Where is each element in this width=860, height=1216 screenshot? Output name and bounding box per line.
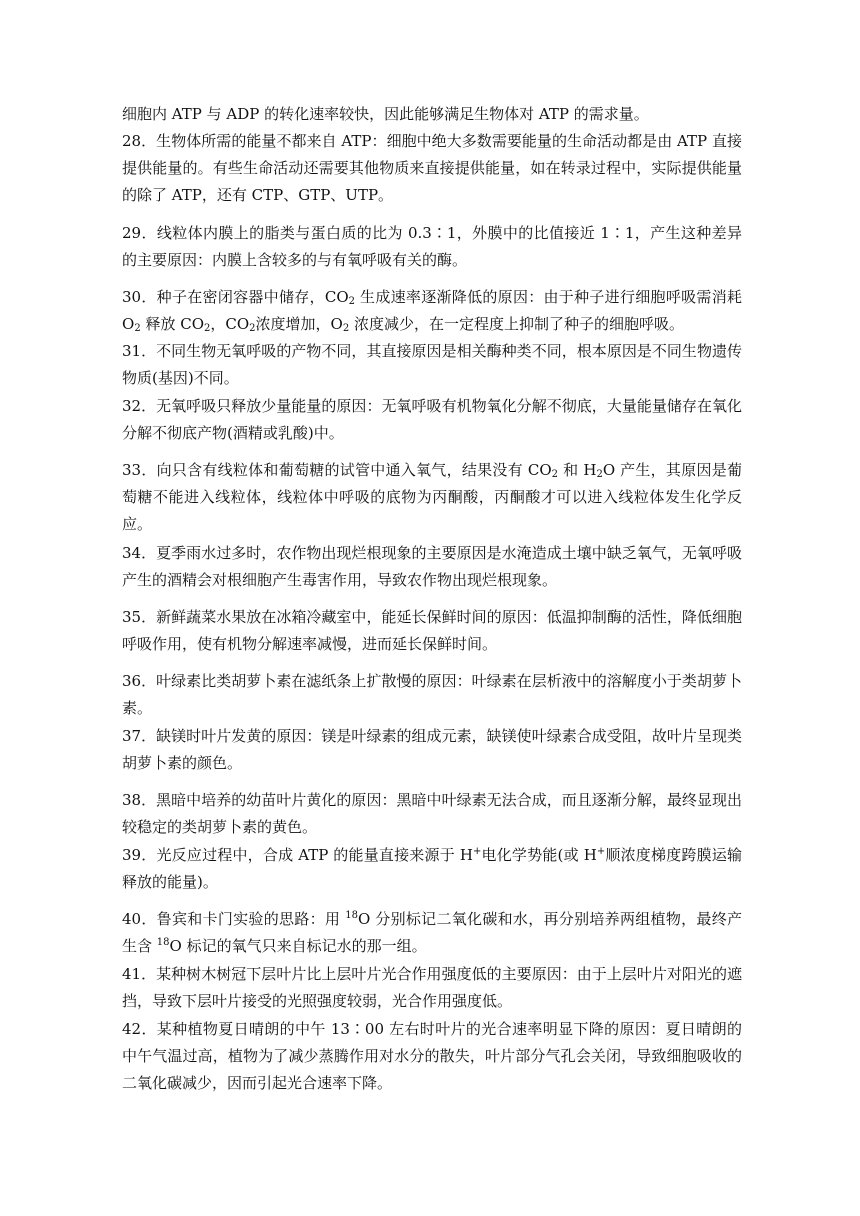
text-segment: O 产生，其原因是葡萄糖不能进入线粒体，线粒体中呼吸的底物为丙酮酸，丙酮酸才可以进入线粒体发生化学反应。 xyxy=(122,461,742,534)
text-segment: 和 H xyxy=(558,461,597,479)
paragraph-31 xyxy=(122,338,742,392)
text-segment: 39．光反应过程中，合成 ATP 的能量直接来源于 H xyxy=(122,846,473,864)
text-segment: 33．向只含有线粒体和葡萄糖的试管中通入氧气，结果没有 CO xyxy=(122,461,552,479)
paragraph-39 xyxy=(122,842,742,896)
subscript: 2 xyxy=(348,296,355,307)
text-segment: 31．不同生物无氧呼吸的产物不同，其直接原因是相关酶种类不同，根本原因是不同生物遗传物质(基因)不同。 xyxy=(122,342,742,388)
text-segment: 细胞内 ATP 与 ADP 的转化速率较快，因此能够满足生物体对 ATP 的需求量。 xyxy=(122,105,649,123)
superscript: + xyxy=(596,846,606,857)
text-segment: ，CO xyxy=(210,315,250,334)
text-segment: 29．线粒体内膜上的脂类与蛋白质的比为 0.3∶1，外膜中的比值接近 1∶1，产生这种差异的主要原因：内膜上含较多的与有氧呼吸有关的酶。 xyxy=(122,224,742,270)
subscript: 2 xyxy=(596,469,603,480)
text-segment: 释放 CO xyxy=(140,315,204,334)
paragraph-29 xyxy=(122,220,742,274)
subscript: 2 xyxy=(249,323,256,335)
text-segment: 32．无氧呼吸只释放少量能量的原因：无氧呼吸有机物氧化分解不彻底，大量能量储存在氧化分解不彻底产物(酒精或乳酸)中。 xyxy=(122,397,742,443)
subscript: 2 xyxy=(551,469,559,480)
superscript: 18 xyxy=(345,910,358,921)
text-segment: 浓度增加，O xyxy=(255,315,343,334)
subscript: 2 xyxy=(204,323,211,335)
paragraph-33 xyxy=(122,457,742,539)
subscript: 2 xyxy=(342,323,350,335)
text-segment: 40．鲁宾和卡门实验的思路：用 xyxy=(122,910,346,928)
superscript: + xyxy=(472,846,482,857)
text-segment: 生成速率逐渐降低的原因：由于种子进行细胞呼吸需消耗 O xyxy=(122,288,742,334)
text-segment: 34．夏季雨水过多时，农作物出现烂根现象的主要原因是水淹造成土壤中缺乏氧气，无氧呼吸产生的酒精会对根细胞产生毒害作用，导致农作物出现烂根现象。 xyxy=(122,544,742,590)
paragraph-28 xyxy=(122,128,742,210)
text-segment: 41．某种树木树冠下层叶片比上层叶片光合作用强度低的主要原因：由于上层叶片对阳光的遮挡，导致下层叶片接受的光照强度较弱，光合作用强度低。 xyxy=(122,965,742,1011)
paragraph-38 xyxy=(122,787,742,841)
text-segment: 35．新鲜蔬菜水果放在冰箱冷藏室中，能延长保鲜时间的原因：低温抑制酶的活性，降低细胞呼吸作用，使有机物分解速率减慢，进而延长保鲜时间。 xyxy=(122,608,742,654)
text-segment: O 分别标记二氧化碳和水，再分别培养两组植物，最终产生含 xyxy=(122,910,742,956)
paragraph-30 xyxy=(122,284,742,338)
paragraph-41 xyxy=(122,961,742,1015)
text-segment: 浓度减少，在一定程度上抑制了种子的细胞呼吸。 xyxy=(349,315,684,334)
text-segment: 42．某种植物夏日晴朗的中午 13∶00 左右时叶片的光合速率明显下降的原因：夏日晴朗的中午气温过高，植物为了减少蒸腾作用对水分的散失，叶片部分气孔会关闭，导致细胞吸收的二氧化碳减少，因而引起光合速率下降。 xyxy=(122,1020,742,1093)
superscript: 18 xyxy=(156,937,170,949)
paragraph-42 xyxy=(122,1016,742,1098)
paragraph-40 xyxy=(122,906,742,960)
text-segment: 36．叶绿素比类胡萝卜素在滤纸条上扩散慢的原因：叶绿素在层析液中的溶解度小于类胡萝卜素。 xyxy=(122,672,742,718)
text-segment: 37．缺镁时叶片发黄的原因：镁是叶绿素的组成元素，缺镁使叶绿素合成受阻，故叶片呈现类胡萝卜素的颜色。 xyxy=(122,727,742,773)
text-segment: 28．生物体所需的能量不都来自 ATP：细胞中绝大多数需要能量的生命活动都是由 ATP 直接提供能量的。有些生命活动还需要其他物质来直接提供能量，如在转录过程中，实际提供能量的除了 ATP，还有 CTP、GTP、UTP。 xyxy=(122,132,742,205)
paragraph-32 xyxy=(122,393,742,447)
text-segment: 38．黑暗中培养的幼苗叶片黄化的原因：黑暗中叶绿素无法合成，而且逐渐分解，最终显现出较稳定的类胡萝卜素的黄色。 xyxy=(122,791,742,837)
text-segment: 30．种子在密闭容器中储存，CO xyxy=(122,288,349,306)
paragraph-continuation xyxy=(122,101,742,128)
text-segment: 电化学势能(或 H xyxy=(481,846,597,864)
text-segment: 顺浓度梯度跨膜运输释放的能量)。 xyxy=(122,846,742,892)
paragraph-35 xyxy=(122,604,742,658)
paragraph-37 xyxy=(122,723,742,777)
paragraph-36 xyxy=(122,668,742,722)
text-segment: O 标记的氧气只来自标记水的那一组。 xyxy=(169,937,427,956)
paragraph-34 xyxy=(122,540,742,594)
subscript: 2 xyxy=(134,323,141,335)
